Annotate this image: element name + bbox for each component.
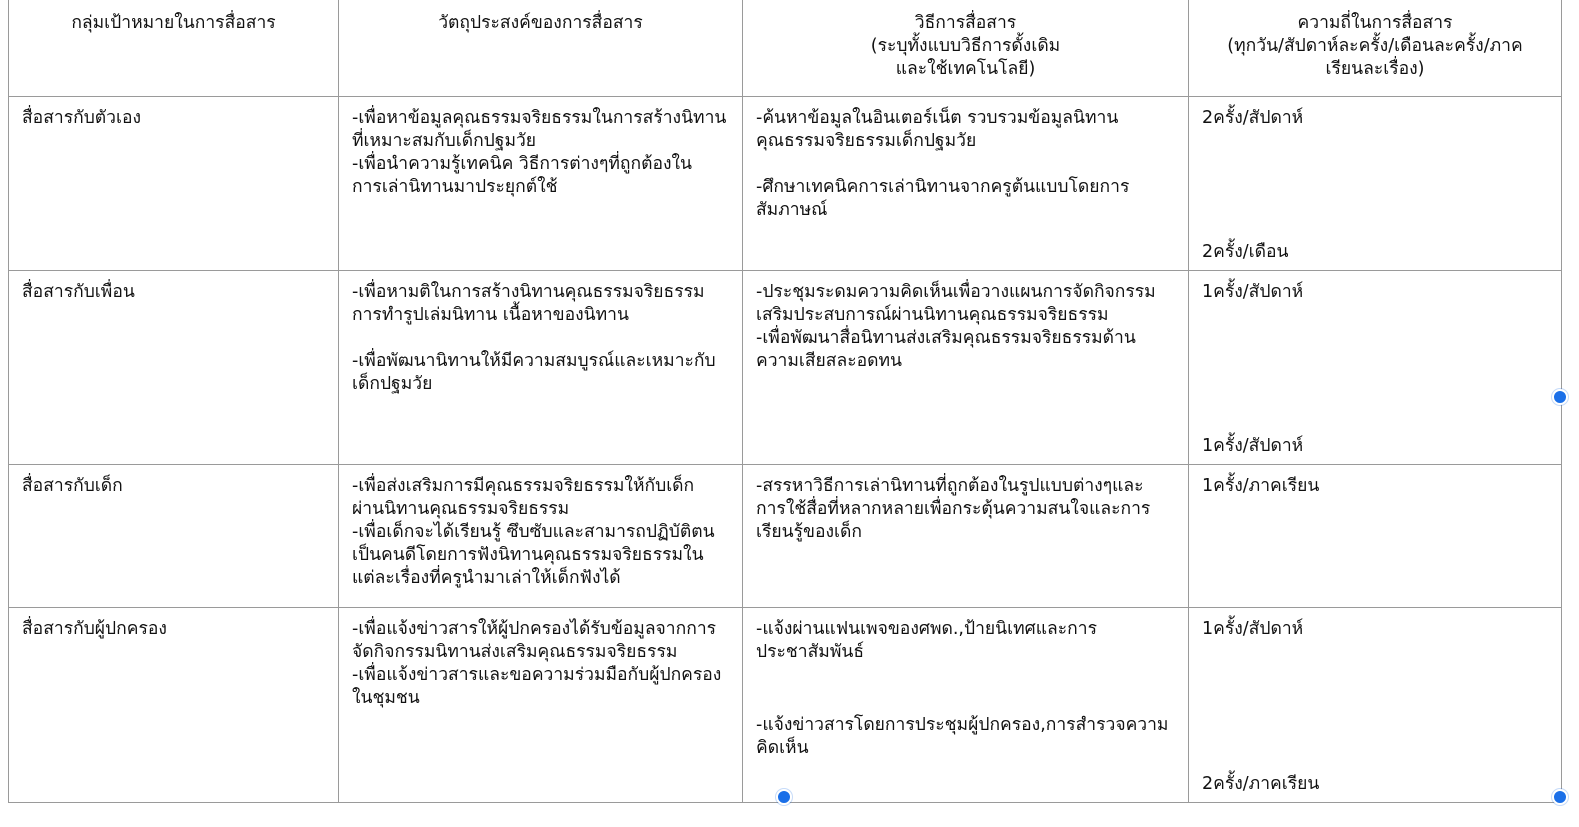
frequency-cell <box>1189 270 1562 464</box>
cell-line: สัมภาษณ์ <box>756 199 828 220</box>
target-group-cell <box>9 270 339 464</box>
cell-line: -ศึกษาเทคนิคการเล่านิทานจากครูต้นแบบโดยการ <box>756 176 1130 197</box>
cell-line: -เพื่อพัฒนาสื่อนิทานส่งเสริมคุณธรรมจริยธรรมด้าน <box>756 327 1136 348</box>
header-target-group <box>9 0 339 96</box>
cell-line: เป็นคนดีโดยการฟังนิทานคุณธรรมจริยธรรมใน <box>352 544 704 565</box>
method-cell <box>743 96 1189 270</box>
cell-line: จัดกิจกรรมนิทานส่งเสริมคุณธรรมจริยธรรม <box>352 641 678 662</box>
method-cell <box>743 607 1189 802</box>
cell-line: คิดเห็น <box>756 737 809 758</box>
header-method <box>743 0 1189 96</box>
cell-line: ที่เหมาะสมกับเด็กปฐมวัย <box>352 130 537 151</box>
cell-line: -ประชุมระดมความคิดเห็นเพื่อวางแผนการจัดกิจกรรม <box>756 281 1156 302</box>
cell-line: -เพื่อเด็กจะได้เรียนรู้ ซึบซับและสามารถปฏิบัติตน <box>352 521 715 542</box>
header-line: (ระบุทั้งแบบวิธีการดั้งเดิม <box>870 36 1061 56</box>
target-group-cell <box>9 464 339 607</box>
cell-line: ผ่านนิทานคุณธรรมจริยธรรม <box>352 498 570 519</box>
cell-line: -แจ้งข่าวสารโดยการประชุมผู้ปกครอง,การสำรวจความ <box>756 714 1169 735</box>
frequency-cell <box>1189 464 1562 607</box>
cell-line: การทำรูปเล่มนิทาน เนื้อหาของนิทาน <box>352 304 629 325</box>
header-line: ความถี่ในการสื่อสาร <box>1297 13 1453 33</box>
table-resize-handle-bottom[interactable] <box>776 789 792 805</box>
cell-line: ในชุมชน <box>352 687 420 708</box>
cell-line: -สรรหาวิธีการเล่านิทานที่ถูกต้องในรูปแบบต่างๆและ <box>756 475 1144 496</box>
table-resize-handle-right[interactable] <box>1552 389 1568 405</box>
method-cell <box>743 270 1189 464</box>
cell-line: -เพื่อแจ้งข่าวสารให้ผู้ปกครองได้รับข้อมูลจากการ <box>352 618 717 639</box>
cell-line: -แจ้งผ่านแฟนเพจของศพด.,ป้ายนิเทศและการ <box>756 618 1097 639</box>
cell-line: เรียนรู้ของเด็ก <box>756 521 862 542</box>
table-row <box>9 464 1562 607</box>
cell-line: แต่ละเรื่องที่ครูนำมาเล่าให้เด็กฟังได้ <box>352 567 621 588</box>
target-group-cell <box>9 607 339 802</box>
paragraph-gap <box>756 153 1175 176</box>
header-line: กลุ่มเป้าหมายในการสื่อสาร <box>71 13 276 33</box>
cell-line: เสริมประสบการณ์ผ่านนิทานคุณธรรมจริยธรรม <box>756 304 1109 325</box>
table-row <box>9 270 1562 464</box>
header-line: (ทุกวัน/สัปดาห์ละครั้ง/เดือนละครั้ง/ภาค <box>1227 36 1523 56</box>
communication-plan-table <box>8 0 1562 803</box>
target-group-text: สื่อสารกับตัวเอง <box>22 107 142 128</box>
frequency-text: 1ครั้ง/สัปดาห์ <box>1202 618 1304 639</box>
frequency-text: 1ครั้ง/สัปดาห์ <box>1202 281 1304 302</box>
cell-line: -เพื่อแจ้งข่าวสารและขอความร่วมมือกับผู้ปกครอง <box>352 664 722 685</box>
cell-line: -เพื่อพัฒนานิทานให้มีความสมบูรณ์และเหมาะกับ <box>352 350 716 371</box>
cell-line: ประชาสัมพันธ์ <box>756 641 865 662</box>
target-group-text: สื่อสารกับผู้ปกครอง <box>22 618 167 639</box>
cell-line: ความเสียสละอดทน <box>756 350 902 371</box>
frequency-text: 2ครั้ง/สัปดาห์ <box>1202 107 1304 128</box>
cell-line: -เพื่อส่งเสริมการมีคุณธรรมจริยธรรมให้กับเด็ก <box>352 475 695 496</box>
header-line: และใช้เทคโนโลยี) <box>895 59 1036 79</box>
table-row <box>9 607 1562 802</box>
header-line: วิธีการสื่อสาร <box>914 13 1017 33</box>
cell-line: คุณธรรมจริยธรรมเด็กปฐมวัย <box>756 130 977 151</box>
cell-line: -เพื่อนำความรู้เทคนิค วิธีการต่างๆที่ถูกต้องใน <box>352 153 693 174</box>
paragraph-gap <box>352 327 729 350</box>
frequency-text: 1ครั้ง/สัปดาห์ <box>1202 435 1304 456</box>
header-row <box>9 0 1562 96</box>
target-group-text: สื่อสารกับเพื่อน <box>22 281 135 302</box>
cell-line: -เพื่อหาข้อมูลคุณธรรมจริยธรรมในการสร้างนิทาน <box>352 107 727 128</box>
cell-line: เด็กปฐมวัย <box>352 373 433 394</box>
header-frequency <box>1189 0 1562 96</box>
frequency-text: 1ครั้ง/ภาคเรียน <box>1202 475 1320 496</box>
objective-cell <box>339 464 743 607</box>
method-paragraph <box>756 714 1168 760</box>
header-line: วัตถุประสงค์ของการสื่อสาร <box>438 13 643 33</box>
cell-line: -ค้นหาข้อมูลในอินเตอร์เน็ต รวบรวมข้อมูลนิทาน <box>756 107 1119 128</box>
method-cell <box>743 464 1189 607</box>
cell-line: การใช้สื่อที่หลากหลายเพื่อกระตุ้นความสนใจและการ <box>756 498 1151 519</box>
table-row <box>9 96 1562 270</box>
cell-line: -เพื่อหามติในการสร้างนิทานคุณธรรมจริยธรรม <box>352 281 705 302</box>
objective-cell <box>339 270 743 464</box>
cell-line: การเล่านิทานมาประยุกต์ใช้ <box>352 176 558 197</box>
target-group-cell <box>9 96 339 270</box>
frequency-cell <box>1189 96 1562 270</box>
table-resize-handle-corner[interactable] <box>1552 789 1568 805</box>
header-line: เรียนละเรื่อง) <box>1325 59 1425 79</box>
objective-cell <box>339 607 743 802</box>
frequency-text: 2ครั้ง/ภาคเรียน <box>1202 773 1320 794</box>
header-objective <box>339 0 743 96</box>
frequency-text: 2ครั้ง/เดือน <box>1202 241 1289 262</box>
target-group-text: สื่อสารกับเด็ก <box>22 475 123 496</box>
objective-cell <box>339 96 743 270</box>
frequency-cell <box>1189 607 1562 802</box>
